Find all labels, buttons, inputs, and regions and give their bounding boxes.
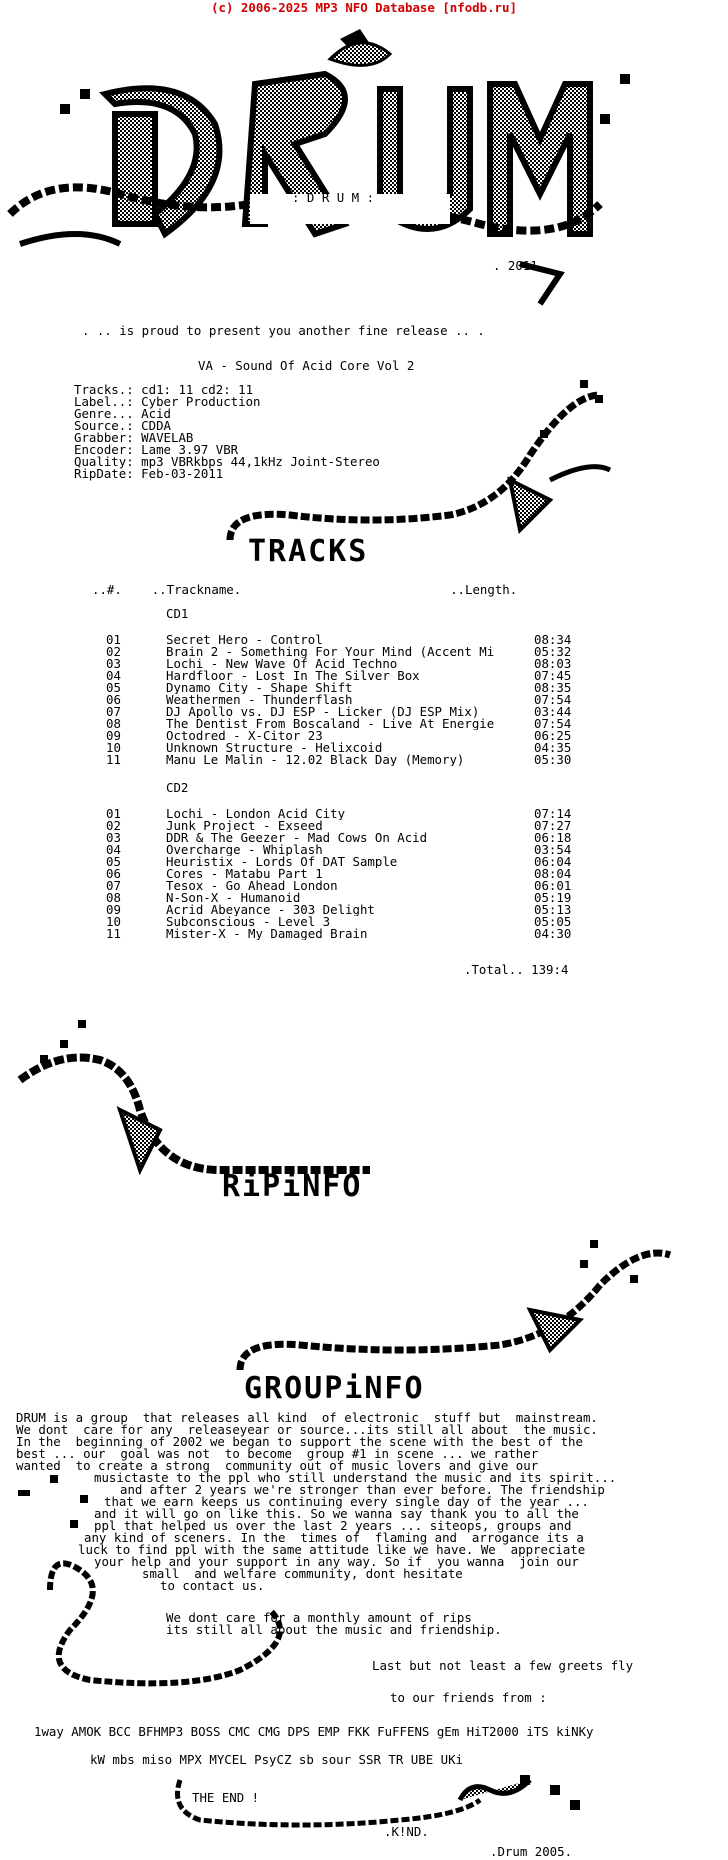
group-text-line: We dont care for any releaseyear or source...its still all about the music. xyxy=(16,1422,598,1437)
table-row: 06 Weathermen - Thunderflash 07:54 xyxy=(106,692,572,707)
drum-logo-art xyxy=(0,14,728,334)
group-text-line: wanted to create a strong community out of music lovers and give our xyxy=(16,1458,539,1473)
table-row: 11 Mister-X - My Damaged Brain 04:30 xyxy=(106,926,572,941)
group-text-line: musictaste to the ppl who still understand the music and its spirit... xyxy=(94,1470,617,1485)
groupinfo-section-title: GROUPiNFO xyxy=(244,1371,425,1406)
group-text-line: In the beginning of 2002 we began to support the scene with the best of the xyxy=(16,1434,583,1449)
group-text-line: that we earn keeps us continuing every single day of the year ... xyxy=(104,1494,589,1509)
group-text-line: DRUM is a group that releases all kind of electronic stuff but mainstream. xyxy=(16,1410,598,1425)
table-row: 05 Dynamo City - Shape Shift 08:35 xyxy=(106,680,572,695)
info-encoder: Encoder: Lame 3.97 VBR xyxy=(74,442,239,457)
group-text-line: luck to find ppl with the same attitude like we have. We appreciate xyxy=(78,1542,586,1557)
group-text-line: any kind of sceners. In the times of flaming and arrogance its a xyxy=(84,1530,584,1545)
table-row: 04 Overcharge - Whiplash 03:54 xyxy=(106,842,572,857)
greets-intro-line: Last but not least a few greets fly xyxy=(372,1658,634,1673)
group-text-line: to contact us. xyxy=(160,1578,265,1593)
kind-text: .K!ND. xyxy=(384,1824,429,1839)
table-row: 08 The Dentist From Boscaland - Live At Energie 07:54 xyxy=(106,716,572,731)
greets-line: kW mbs miso MPX MYCEL PsyCZ sb sour SSR TR UBE UKi xyxy=(90,1752,463,1767)
info-source: Source.: CDDA xyxy=(74,418,171,433)
left-swirl-art xyxy=(10,1470,390,1690)
ripinfo-section-title: RiPiNFO xyxy=(222,1169,363,1204)
table-row: 09 Octodred - X-Citor 23 06:25 xyxy=(106,728,572,743)
group-text-line: best ... our goal was not to become group #1 in scene ... we rather xyxy=(16,1446,539,1461)
total-length: .Total.. 139:4 xyxy=(464,962,569,977)
logo-center-text: : D R U M : xyxy=(292,190,375,205)
table-row: 08 N-Son-X - Humanoid 05:19 xyxy=(106,890,572,905)
group-text-line: ppl that helped us over the last 2 years ... siteops, groups and xyxy=(94,1518,572,1533)
table-row: 10 Unknown Structure - Helixcoid 04:35 xyxy=(106,740,572,755)
table-row: 06 Cores - Matabu Part 1 08:04 xyxy=(106,866,572,881)
info-tracks: Tracks.: cd1: 11 cd2: 11 xyxy=(74,382,254,397)
release-title: VA - Sound Of Acid Core Vol 2 xyxy=(198,358,415,373)
tagline: . .. is proud to present you another fine release .. . xyxy=(82,323,485,338)
table-row: 10 Subconscious - Level 3 05:05 xyxy=(106,914,572,929)
tracks-section-title: TRACKS xyxy=(248,534,369,569)
rips-text-line: We dont care for a monthly amount of rips xyxy=(166,1610,472,1625)
logo-year: . 2011 . xyxy=(493,258,553,273)
cd2-label: CD2 xyxy=(166,780,189,795)
info-grabber: Grabber: WAVELAB xyxy=(74,430,194,445)
table-row: 07 Tesox - Go Ahead London 06:01 xyxy=(106,878,572,893)
table-row: 02 Brain 2 - Something For Your Mind (Accent Mi 05:32 xyxy=(106,644,572,659)
info-ripdate: RipDate: Feb-03-2011 xyxy=(74,466,224,481)
info-quality: Quality: mp3 VBRkbps 44,1kHz Joint-Stereo xyxy=(74,454,380,469)
site-header: (c) 2006-2025 MP3 NFO Database [nfodb.ru] xyxy=(211,0,517,15)
signature: .Drum 2005. xyxy=(490,1844,573,1859)
greets-line: 1way AMOK BCC BFHMP3 BOSS CMC CMG DPS EMP FKK FuFFENS gEm HiT2000 iTS kiNKy xyxy=(34,1724,594,1739)
greets-intro-line: to our friends from : xyxy=(390,1690,547,1705)
track-header: ..#. ..Trackname. ..Length. xyxy=(92,582,518,597)
table-row: 01 Lochi - London Acid City 07:14 xyxy=(106,806,572,821)
the-end: THE END ! xyxy=(192,1790,260,1805)
table-row: 04 Hardfloor - Lost In The Silver Box 07:45 xyxy=(106,668,572,683)
table-row: 02 Junk Project - Exseed 07:27 xyxy=(106,818,572,833)
group-text-line: and after 2 years we're stronger than ever before. The friendship xyxy=(120,1482,605,1497)
table-row: 11 Manu Le Malin - 12.02 Black Day (Memory) 05:30 xyxy=(106,752,572,767)
table-row: 07 DJ Apollo vs. DJ ESP - Licker (DJ ESP Mix) 03:44 xyxy=(106,704,572,719)
cd2-track-list xyxy=(106,808,594,940)
cd1-label: CD1 xyxy=(166,606,189,621)
info-genre: Genre... Acid xyxy=(74,406,171,421)
table-row: 03 Lochi - New Wave Of Acid Techno 08:03 xyxy=(106,656,572,671)
table-row: 09 Acrid Abeyance - 303 Delight 05:13 xyxy=(106,902,572,917)
group-text-line: and it will go on like this. So we wanna say thank you to all the xyxy=(94,1506,579,1521)
group-text-line: small and welfare community, dont hesitate xyxy=(142,1566,463,1581)
group-text-line: your help and your support in any way. So if you wanna join our xyxy=(94,1554,579,1569)
rips-text-line: its still all about the music and friendship. xyxy=(166,1622,502,1637)
cd1-track-list xyxy=(106,634,594,766)
info-label: Label..: Cyber Production xyxy=(74,394,261,409)
table-row: 03 DDR & The Geezer - Mad Cows On Acid 06:18 xyxy=(106,830,572,845)
table-row: 01 Secret Hero - Control 08:34 xyxy=(106,632,572,647)
table-row: 05 Heuristix - Lords Of DAT Sample 06:04 xyxy=(106,854,572,869)
